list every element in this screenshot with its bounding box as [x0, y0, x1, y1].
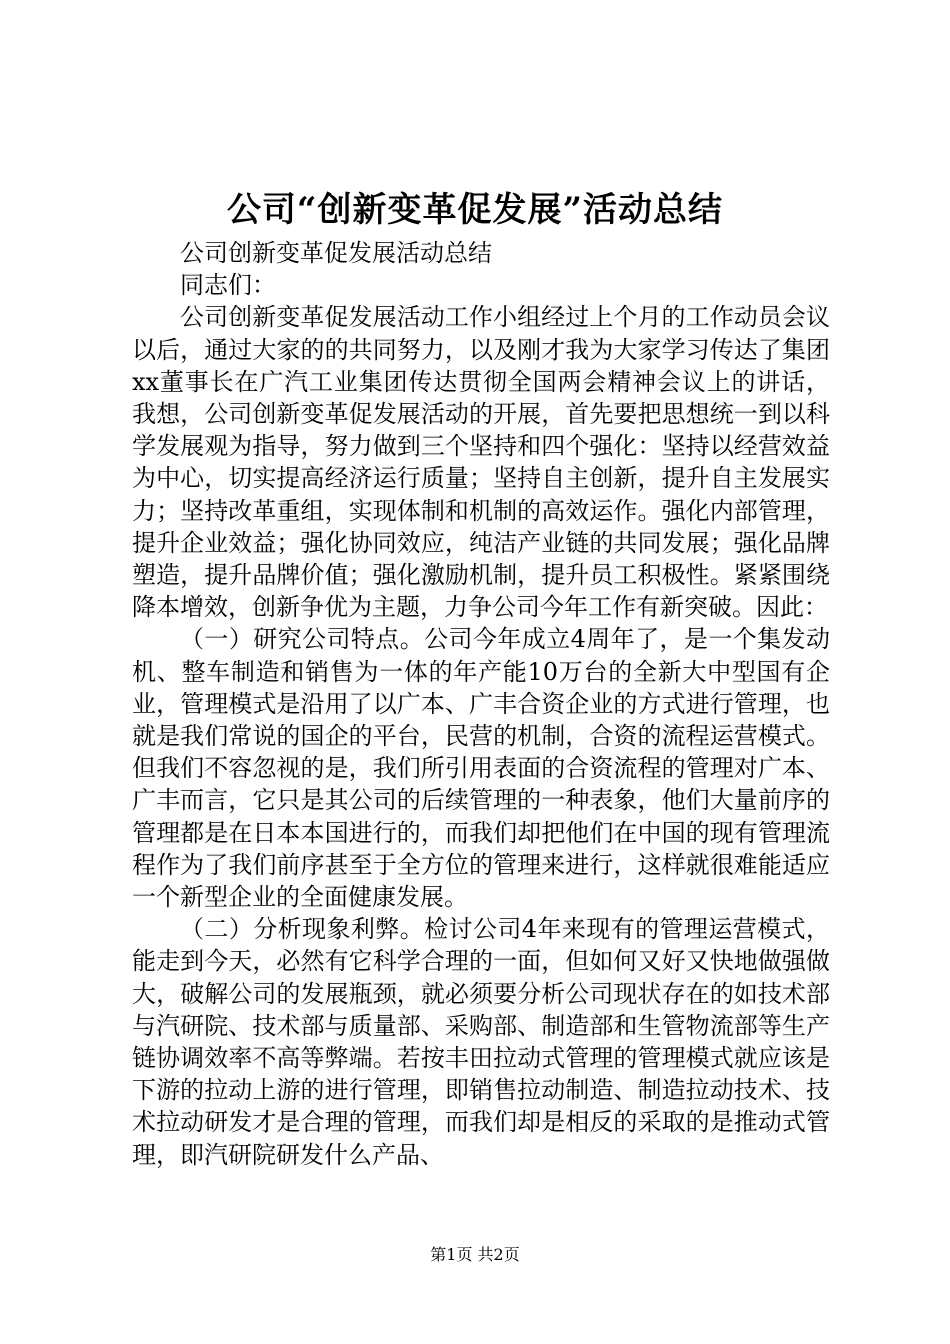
document-title: 公司“创新变革促发展”活动总结: [226, 190, 724, 230]
paragraph-intro: 公司创新变革促发展活动工作小组经过上个月的工作动员会议以后，通过大家的的共同努力，以及刚才我为大家学习传达了集团xx董事长在广汽工业集团传达贯彻全国两会精神会议上的讲话，我想，公司创新变革促发展活动的开展，首先要把思想统一到以科学发展观为指导，努力做到三个坚持和四个强化：坚持以经营效益为中心，切实提高经济运行质量；坚持自主创新，提升自主发展实力；坚持改革重组，实现体制和机制的高效运作。强化内部管理，提升企业效益；强化协同效应，纯洁产业链的共同发展；强化品牌塑造，提升品牌价值；强化激励机制，提升员工积极性。紧紧围绕降本增效，创新争优为主题，力争公司今年工作有新突破。因此：: [132, 303, 830, 622]
page-footer: 第1页 共2页: [430, 1245, 520, 1264]
paragraph-section-2: （二）分析现象利弊。检讨公司4年来现有的管理运营模式，能走到今天，必然有它科学合理的一面，但如何又好又快地做强做大，破解公司的发展瓶颈，就必须要分析公司现状存在的如技术部与汽研院、技术部与质量部、采购部、制造部和生管物流部等生产链协调效率不高等弊端。若按丰田拉动式管理的管理模式就应该是下游的拉动上游的进行管理，即销售拉动制造、制造拉动技术、技术拉动研发才是合理的管理，而我们却是相反的采取的是推动式管理，即汽研院研发什么产品、: [132, 915, 830, 1169]
paragraph-section-1: （一）研究公司特点。公司今年成立4周年了，是一个集发动机、整车制造和销售为一体的年产能10万台的全新大中型国有企业，管理模式是沿用了以广本、广丰合资企业的方式进行管理，也就是我们常说的国企的平台，民营的机制，合资的流程运营模式。但我们不容忽视的是，我们所引用表面的合资流程的管理对广本、广丰而言，它只是其公司的后续管理的一种表象，他们大量前序的管理都是在日本本国进行的，而我们却把他们在中国的现有管理流程作为了我们前序甚至于全方位的管理来进行，这样就很难能适应一个新型企业的全面健康发展。: [132, 625, 830, 912]
document-subtitle: 公司创新变革促发展活动总结: [180, 239, 492, 267]
document-body: [132, 237, 830, 1171]
salutation: 同志们：: [180, 271, 276, 300]
